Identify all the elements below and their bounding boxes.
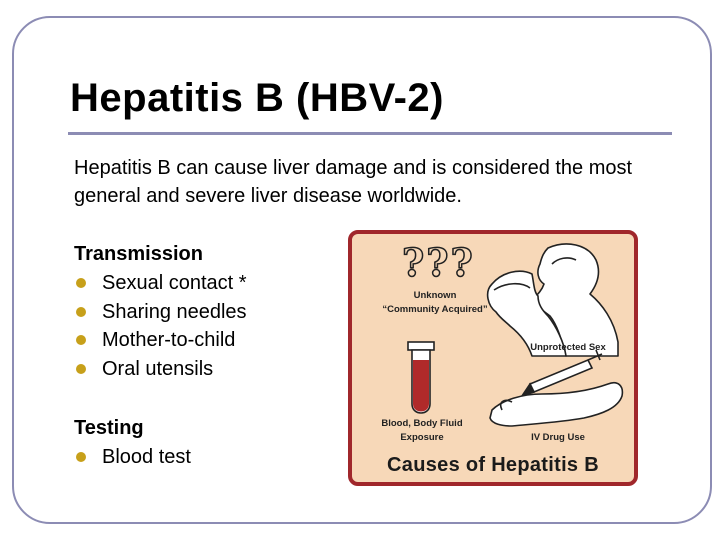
arm-icon (490, 383, 622, 426)
question-marks: ??? (402, 240, 475, 285)
causes-illustration (348, 230, 638, 486)
illustration-art (352, 234, 634, 482)
list-item (74, 443, 191, 472)
list-item (74, 355, 247, 384)
unknown-label: Unknown (413, 290, 457, 301)
list-item-label: Blood test (102, 446, 191, 468)
list-item (74, 269, 247, 298)
list-item-label: Mother-to-child (102, 329, 236, 351)
transmission-heading: Transmission (74, 243, 203, 265)
list-item-label: Oral utensils (102, 357, 214, 380)
intro-text: Hepatitis B can cause liver damage and is considered the most general and severe liver disease worldwide. (74, 157, 633, 207)
list-item (74, 326, 247, 355)
title-divider (68, 132, 672, 135)
testing-heading: Testing (74, 417, 144, 439)
blood-exposure-label-line1: Blood, Body Fluid (381, 418, 463, 429)
blood-exposure-label-line2: Exposure (400, 432, 444, 443)
figure-caption: Causes of Hepatitis B (387, 454, 599, 476)
test-tube-icon (408, 342, 434, 413)
community-acquired-label: “Community Acquired” (382, 304, 488, 315)
testing-list (74, 443, 191, 472)
bullet-icon (76, 364, 86, 374)
unprotected-sex-label: Unprotected Sex (530, 342, 606, 353)
bullet-icon (76, 278, 86, 288)
iv-drug-use-label: IV Drug Use (531, 432, 585, 443)
bullet-icon (76, 307, 86, 317)
transmission-list (74, 269, 247, 383)
bullet-icon (76, 335, 86, 345)
page-title: Hepatitis B (HBV-2) (70, 76, 444, 120)
list-item-label: Sexual contact * (102, 272, 247, 294)
bullet-icon (76, 452, 86, 462)
couple-icon (488, 244, 618, 356)
list-item (74, 298, 247, 327)
list-item-label: Sharing needles (102, 300, 247, 323)
